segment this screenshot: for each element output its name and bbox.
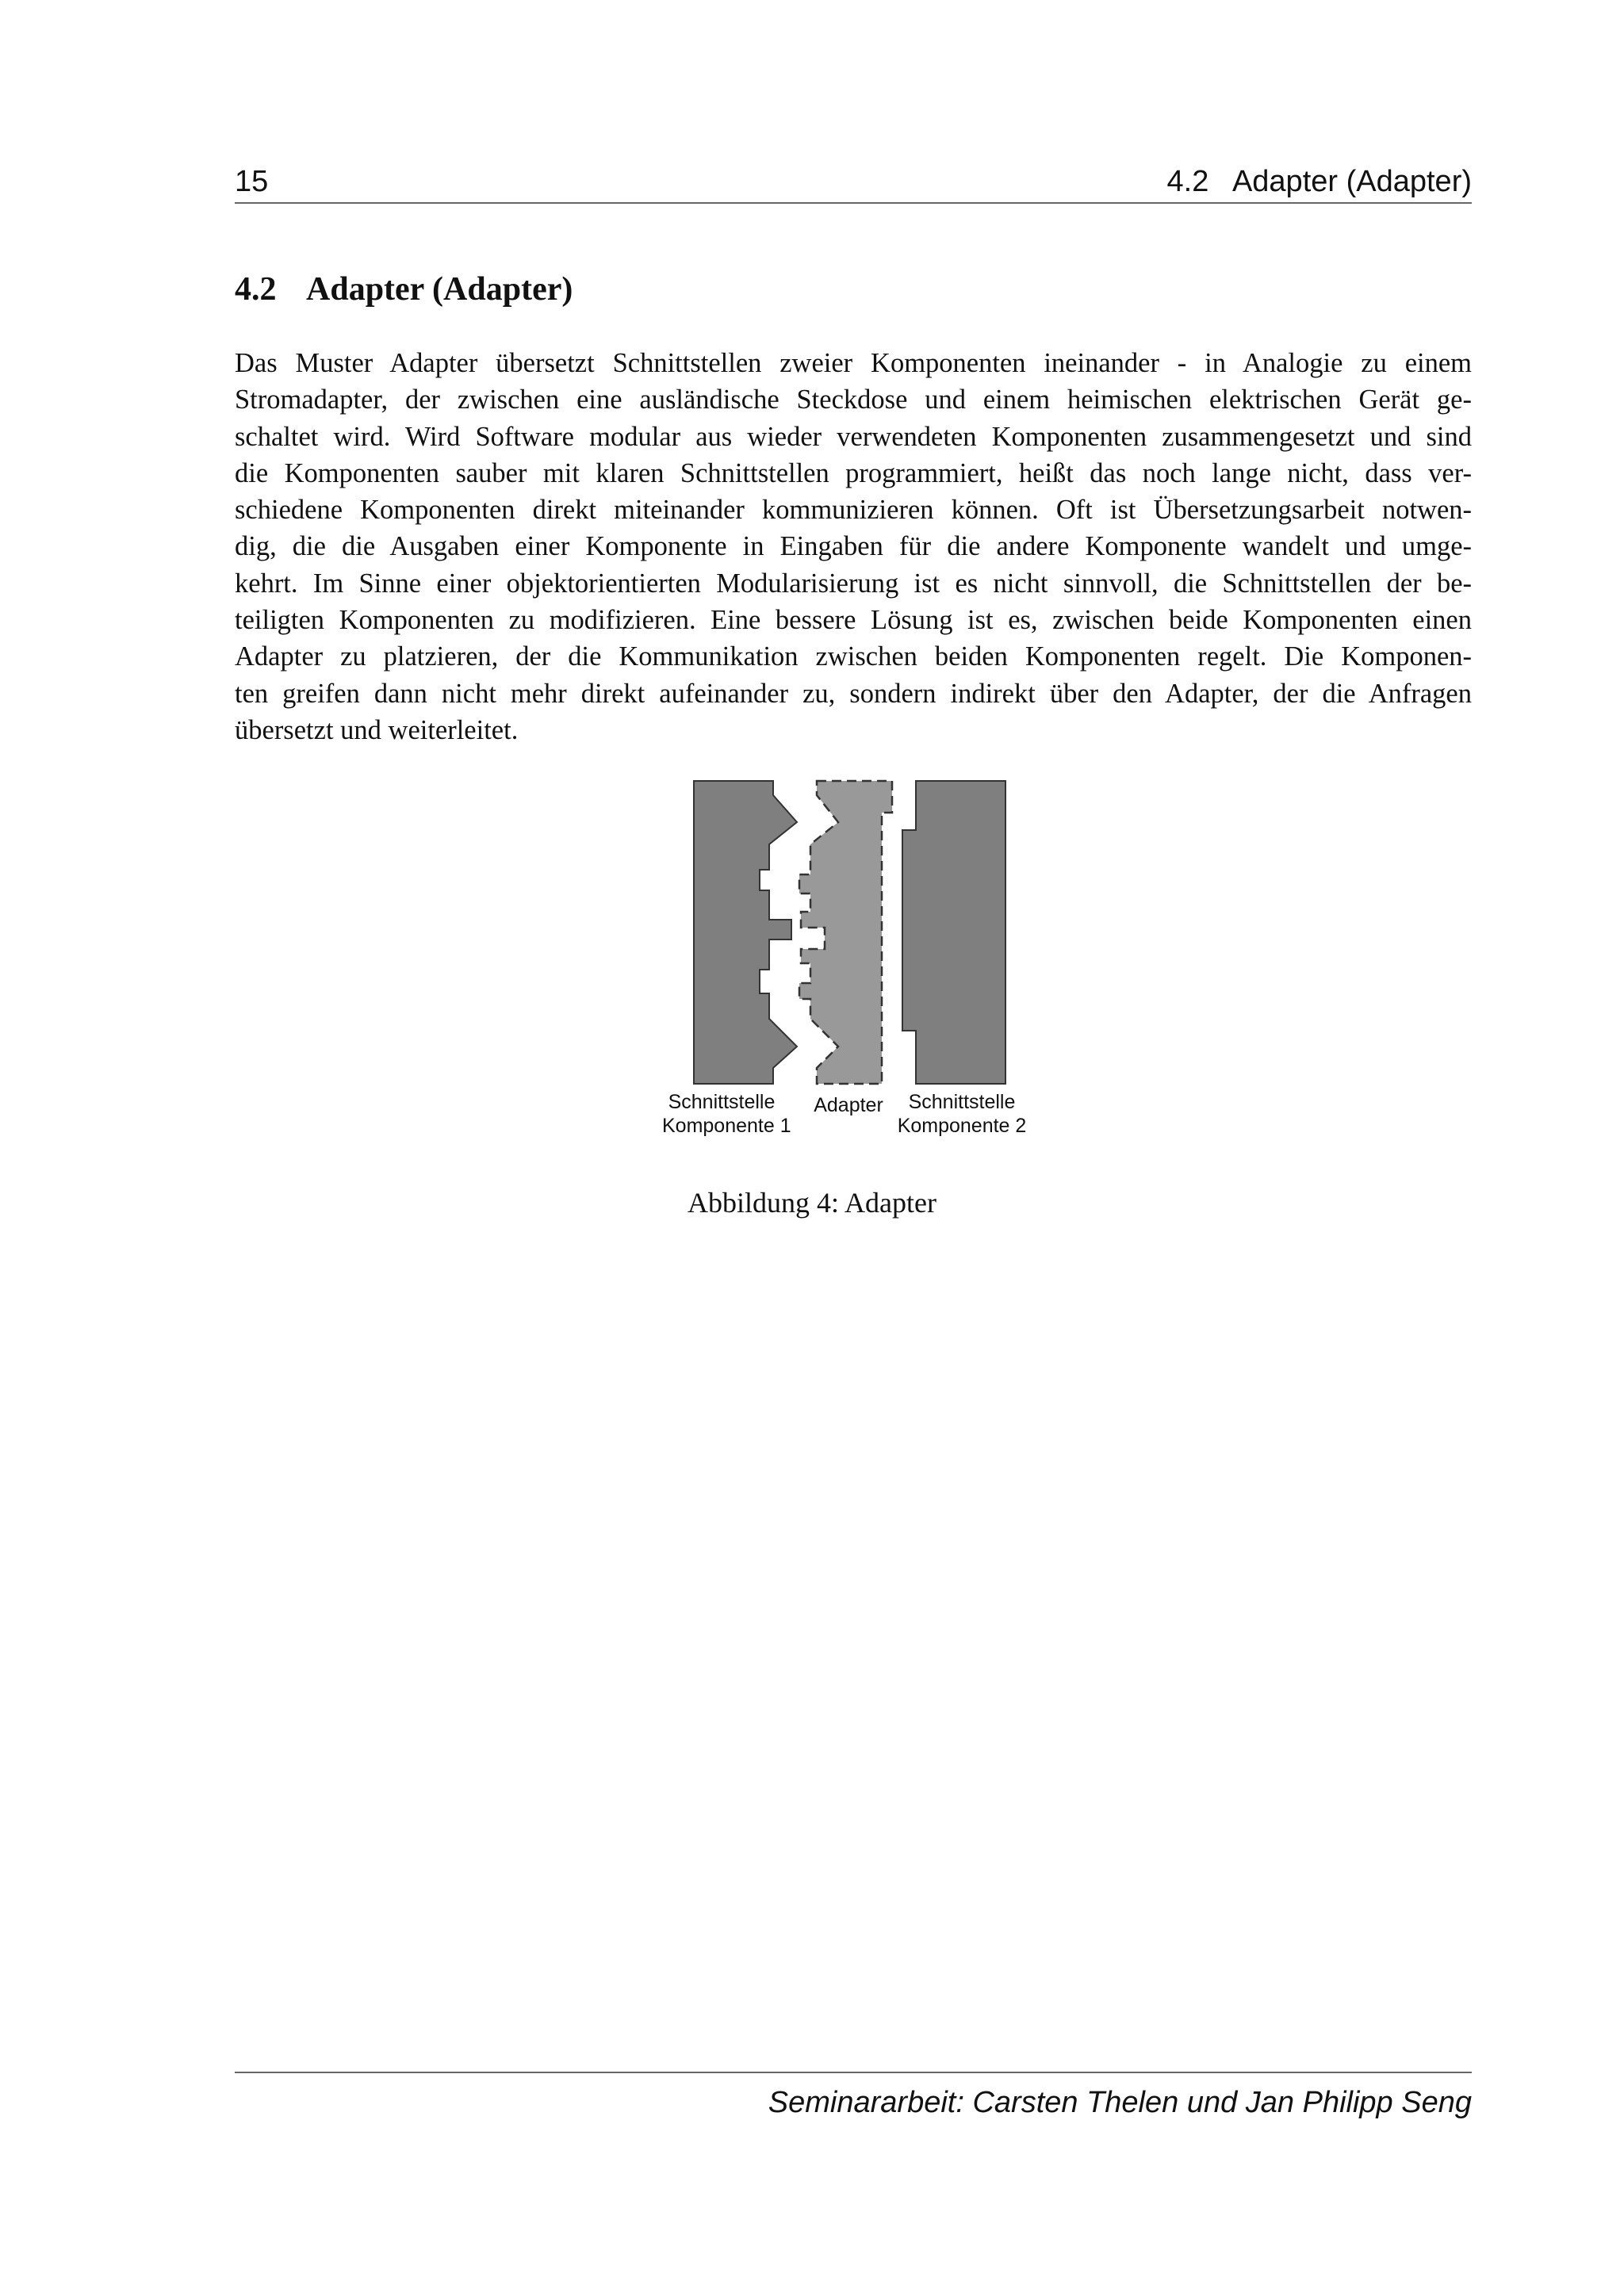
adapter-figure <box>650 773 1047 1161</box>
adapter-diagram <box>650 773 1047 1106</box>
paragraph-line: kehrt. Im Sinne einer objektorientierten Modularisierung ist es nicht sinnvoll, die Schnittstellen der be- <box>235 568 1472 599</box>
adapter-shape <box>799 781 892 1084</box>
page-header <box>235 163 1472 204</box>
section-title: Adapter (Adapter) <box>306 271 573 308</box>
page-number: 15 <box>235 165 269 198</box>
paragraph-line: teiligten Komponenten zu modifizieren. Eine bessere Lösung ist es, zwischen beide Komponenten einen <box>235 605 1472 636</box>
adapter-label: Adapter <box>814 1094 883 1116</box>
body-paragraph <box>235 345 1472 748</box>
running-title: 4.2 Adapter (Adapter) <box>1166 165 1472 198</box>
paragraph-line: Das Muster Adapter übersetzt Schnittstellen zweier Komponenten ineinander - in Analogie zu einem <box>235 348 1472 378</box>
component1-shape <box>694 781 797 1084</box>
paragraph-line: dig, die die Ausgaben einer Komponente in Eingaben für die andere Komponente wandelt und umge- <box>235 531 1472 562</box>
paragraph-line: Stromadapter, der zwischen eine ausländische Steckdose und einem heimischen elektrischen Gerät ge- <box>235 385 1472 415</box>
component2-shape <box>902 781 1005 1084</box>
paragraph-line: schaltet wird. Wird Software modular aus wieder verwendeten Komponenten zusammengesetzt und sind <box>235 421 1472 452</box>
section-heading <box>235 270 573 309</box>
paragraph-line: Adapter zu platzieren, der die Kommunikation zwischen beiden Komponenten regelt. Die Komponen- <box>235 641 1472 672</box>
paragraph-line: die Komponenten sauber mit klaren Schnittstellen programmiert, heißt das noch lange nicht, dass ver- <box>235 457 1472 488</box>
page-footer: Seminararbeit: Carsten Thelen und Jan Philipp Seng <box>768 2086 1472 2119</box>
component1-label: Schnittstelle Komponente 1 <box>662 1091 791 1137</box>
figure-caption: Abbildung 4: Adapter <box>688 1187 936 1219</box>
component2-label: Schnittstelle Komponente 2 <box>897 1091 1027 1137</box>
paragraph-line: schiedene Komponenten direkt miteinander kommunizieren können. Oft ist Übersetzungsarbeit notwen- <box>235 495 1472 526</box>
section-number: 4.2 <box>235 271 277 308</box>
paragraph-line: ten greifen dann nicht mehr direkt aufeinander zu, sondern indirekt über den Adapter, der die Anfragen <box>235 678 1472 709</box>
footer-rule <box>235 2072 1472 2073</box>
paragraph-line: übersetzt und weiterleitet. <box>235 714 519 745</box>
